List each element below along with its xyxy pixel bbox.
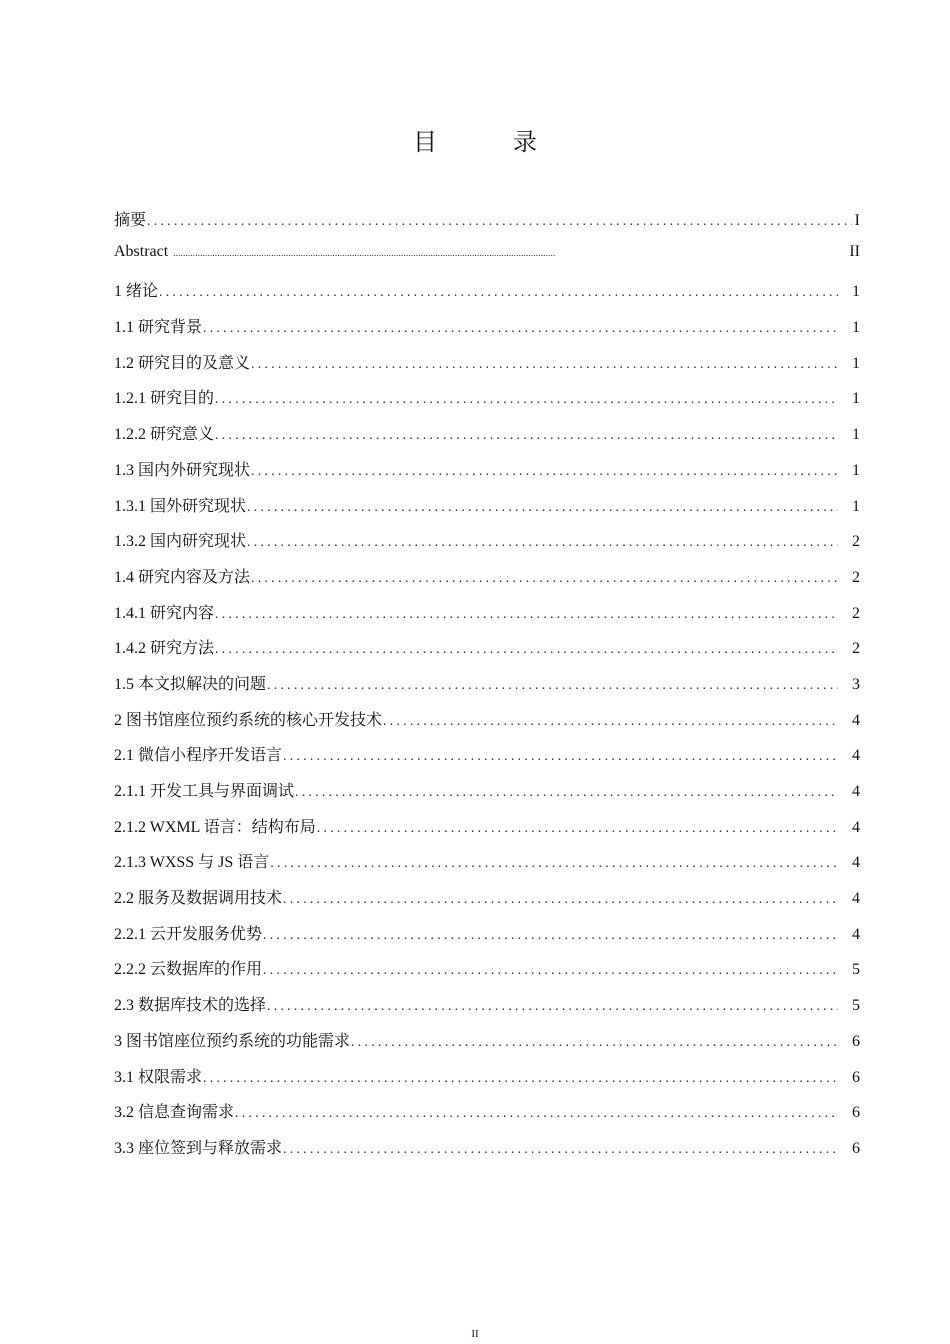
- toc-entry[interactable]: [114, 778, 860, 814]
- toc-leader-dots: [283, 749, 838, 765]
- toc-entry-label: 1.3.2 国内研究现状: [114, 533, 247, 551]
- toc-leader-dots: [203, 321, 838, 337]
- toc-entry-label: 1.1 研究背景: [114, 319, 203, 337]
- toc-entry-label: 2.1.2 WXML 语言：结构布局: [114, 818, 316, 836]
- toc-leader-dots: [283, 1142, 838, 1158]
- toc-entry[interactable]: [114, 421, 860, 457]
- toc-entry-page: 1: [852, 283, 860, 301]
- toc-entry-page: 1: [852, 319, 860, 337]
- toc-leader-dots: [383, 714, 838, 730]
- toc-entry[interactable]: [114, 457, 860, 493]
- toc-leader-dots: [351, 1035, 838, 1051]
- toc-entry-label: 摘要: [114, 212, 147, 229]
- toc-entry-label: 1.3 国内外研究现状: [114, 461, 251, 479]
- toc-entry[interactable]: [114, 243, 860, 279]
- toc-leader-dots: [317, 821, 838, 837]
- toc-entry-page: 1: [852, 426, 860, 444]
- toc-entry-page: 1: [852, 390, 860, 408]
- toc-entry-page: 3: [852, 675, 860, 693]
- footer-page-number: II: [471, 1328, 479, 1340]
- toc-leader-dots: [173, 248, 849, 258]
- toc-entry-label: 1.4 研究内容及方法: [114, 568, 251, 586]
- toc-entry-page: 4: [852, 818, 860, 836]
- toc-entry-page: 5: [852, 961, 860, 979]
- toc-leader-dots: [247, 500, 838, 516]
- toc-entry-label: 2.1 微信小程序开发语言: [114, 747, 283, 765]
- toc-entry-page: 1: [852, 497, 860, 515]
- toc-entry-page: 4: [852, 925, 860, 943]
- toc-entry-page: 2: [852, 604, 860, 622]
- toc-entry[interactable]: [114, 385, 860, 421]
- toc-entry[interactable]: [114, 314, 860, 350]
- toc-leader-dots: [283, 892, 838, 908]
- toc-entry[interactable]: [114, 992, 860, 1028]
- toc-entry[interactable]: [114, 1064, 860, 1100]
- toc-entry-label: 2.2.1 云开发服务优势: [114, 925, 263, 943]
- toc-entry-label: 2.2.2 云数据库的作用: [114, 961, 263, 979]
- toc-leader-dots: [203, 1071, 838, 1087]
- toc-entry-label: 3.1 权限需求: [114, 1068, 203, 1086]
- toc-leader-dots: [147, 214, 852, 230]
- toc-entry[interactable]: [114, 528, 860, 564]
- toc-entry-page: 1: [852, 354, 860, 372]
- toc-leader-dots: [267, 999, 838, 1015]
- toc-entry-page: 2: [852, 568, 860, 586]
- page-title: 目 录: [413, 128, 563, 156]
- toc-entry-page: 4: [852, 711, 860, 729]
- toc-entry-page: II: [849, 242, 860, 260]
- toc-entry-page: 4: [852, 747, 860, 765]
- toc-leader-dots: [235, 1106, 838, 1122]
- toc-entry[interactable]: [114, 956, 860, 992]
- toc-entry[interactable]: [114, 1099, 860, 1135]
- toc-leader-dots: [263, 928, 838, 944]
- toc-entry-page: 6: [852, 1068, 860, 1086]
- toc-entry-label: 3.2 信息查询需求: [114, 1104, 235, 1122]
- toc-leader-dots: [215, 607, 838, 623]
- toc-entry-page: 2: [852, 533, 860, 551]
- toc-entry-page: 2: [852, 640, 860, 658]
- toc-entry-page: 4: [852, 783, 860, 800]
- toc-entry-label: 1.4.1 研究内容: [114, 604, 215, 622]
- toc-entry-label: 2.1.1 开发工具与界面调试: [114, 783, 295, 800]
- toc-entry-page: 5: [852, 997, 860, 1015]
- toc-entry[interactable]: [114, 921, 860, 957]
- toc-entry[interactable]: [114, 742, 860, 778]
- toc-entry-label: 3 图书馆座位预约系统的功能需求: [114, 1032, 351, 1050]
- toc-leader-dots: [251, 464, 838, 480]
- toc-leader-dots: [215, 428, 838, 444]
- toc-entry-label: 1.3.1 国外研究现状: [114, 497, 247, 515]
- toc-entry[interactable]: [114, 564, 860, 600]
- toc-entry-label: 1.4.2 研究方法: [114, 640, 215, 658]
- toc-entry[interactable]: [114, 671, 860, 707]
- toc-entry-label: 1.2.2 研究意义: [114, 426, 215, 444]
- toc-leader-dots: [267, 678, 838, 694]
- toc-leader-dots: [251, 571, 838, 587]
- toc-entry[interactable]: [114, 885, 860, 921]
- toc-leader-dots: [215, 642, 838, 658]
- toc-entry[interactable]: [114, 600, 860, 636]
- toc-entry-page: 1: [852, 461, 860, 479]
- toc-entry-page: 4: [852, 854, 860, 872]
- toc-entry-label: 1.2 研究目的及意义: [114, 354, 251, 372]
- toc-entry-label: 1.2.1 研究目的: [114, 390, 215, 408]
- toc-entry-label: 1.5 本文拟解决的问题: [114, 675, 267, 693]
- toc-leader-dots: [159, 285, 838, 301]
- table-of-contents: [114, 207, 860, 1171]
- toc-entry-label: Abstract: [114, 242, 169, 260]
- toc-entry-label: 1 绪论: [114, 283, 159, 301]
- toc-entry-label: 2.1.3 WXSS 与 JS 语言: [114, 854, 270, 872]
- toc-entry[interactable]: [114, 278, 860, 314]
- toc-entry-label: 2.2 服务及数据调用技术: [114, 890, 283, 908]
- toc-entry[interactable]: [114, 207, 860, 243]
- toc-entry-page: I: [854, 212, 860, 229]
- toc-entry[interactable]: [114, 849, 860, 885]
- toc-leader-dots: [251, 357, 838, 373]
- toc-leader-dots: [270, 856, 838, 872]
- toc-leader-dots: [215, 392, 838, 408]
- toc-entry[interactable]: [114, 707, 860, 743]
- toc-entry-page: 6: [852, 1032, 860, 1050]
- toc-entry[interactable]: [114, 1135, 860, 1171]
- toc-entry-label: 3.3 座位签到与释放需求: [114, 1139, 283, 1157]
- toc-entry-page: 4: [852, 890, 860, 908]
- toc-entry-label: 2 图书馆座位预约系统的核心开发技术: [114, 711, 383, 729]
- toc-leader-dots: [295, 785, 838, 801]
- toc-entry-label: 2.3 数据库技术的选择: [114, 997, 267, 1015]
- toc-leader-dots: [263, 963, 838, 979]
- toc-entry[interactable]: [114, 814, 860, 850]
- toc-entry[interactable]: [114, 493, 860, 529]
- toc-entry-page: 6: [852, 1104, 860, 1122]
- toc-entry[interactable]: [114, 635, 860, 671]
- toc-entry[interactable]: [114, 1028, 860, 1064]
- toc-entry-page: 6: [852, 1139, 860, 1157]
- toc-leader-dots: [247, 535, 838, 551]
- toc-entry[interactable]: [114, 350, 860, 386]
